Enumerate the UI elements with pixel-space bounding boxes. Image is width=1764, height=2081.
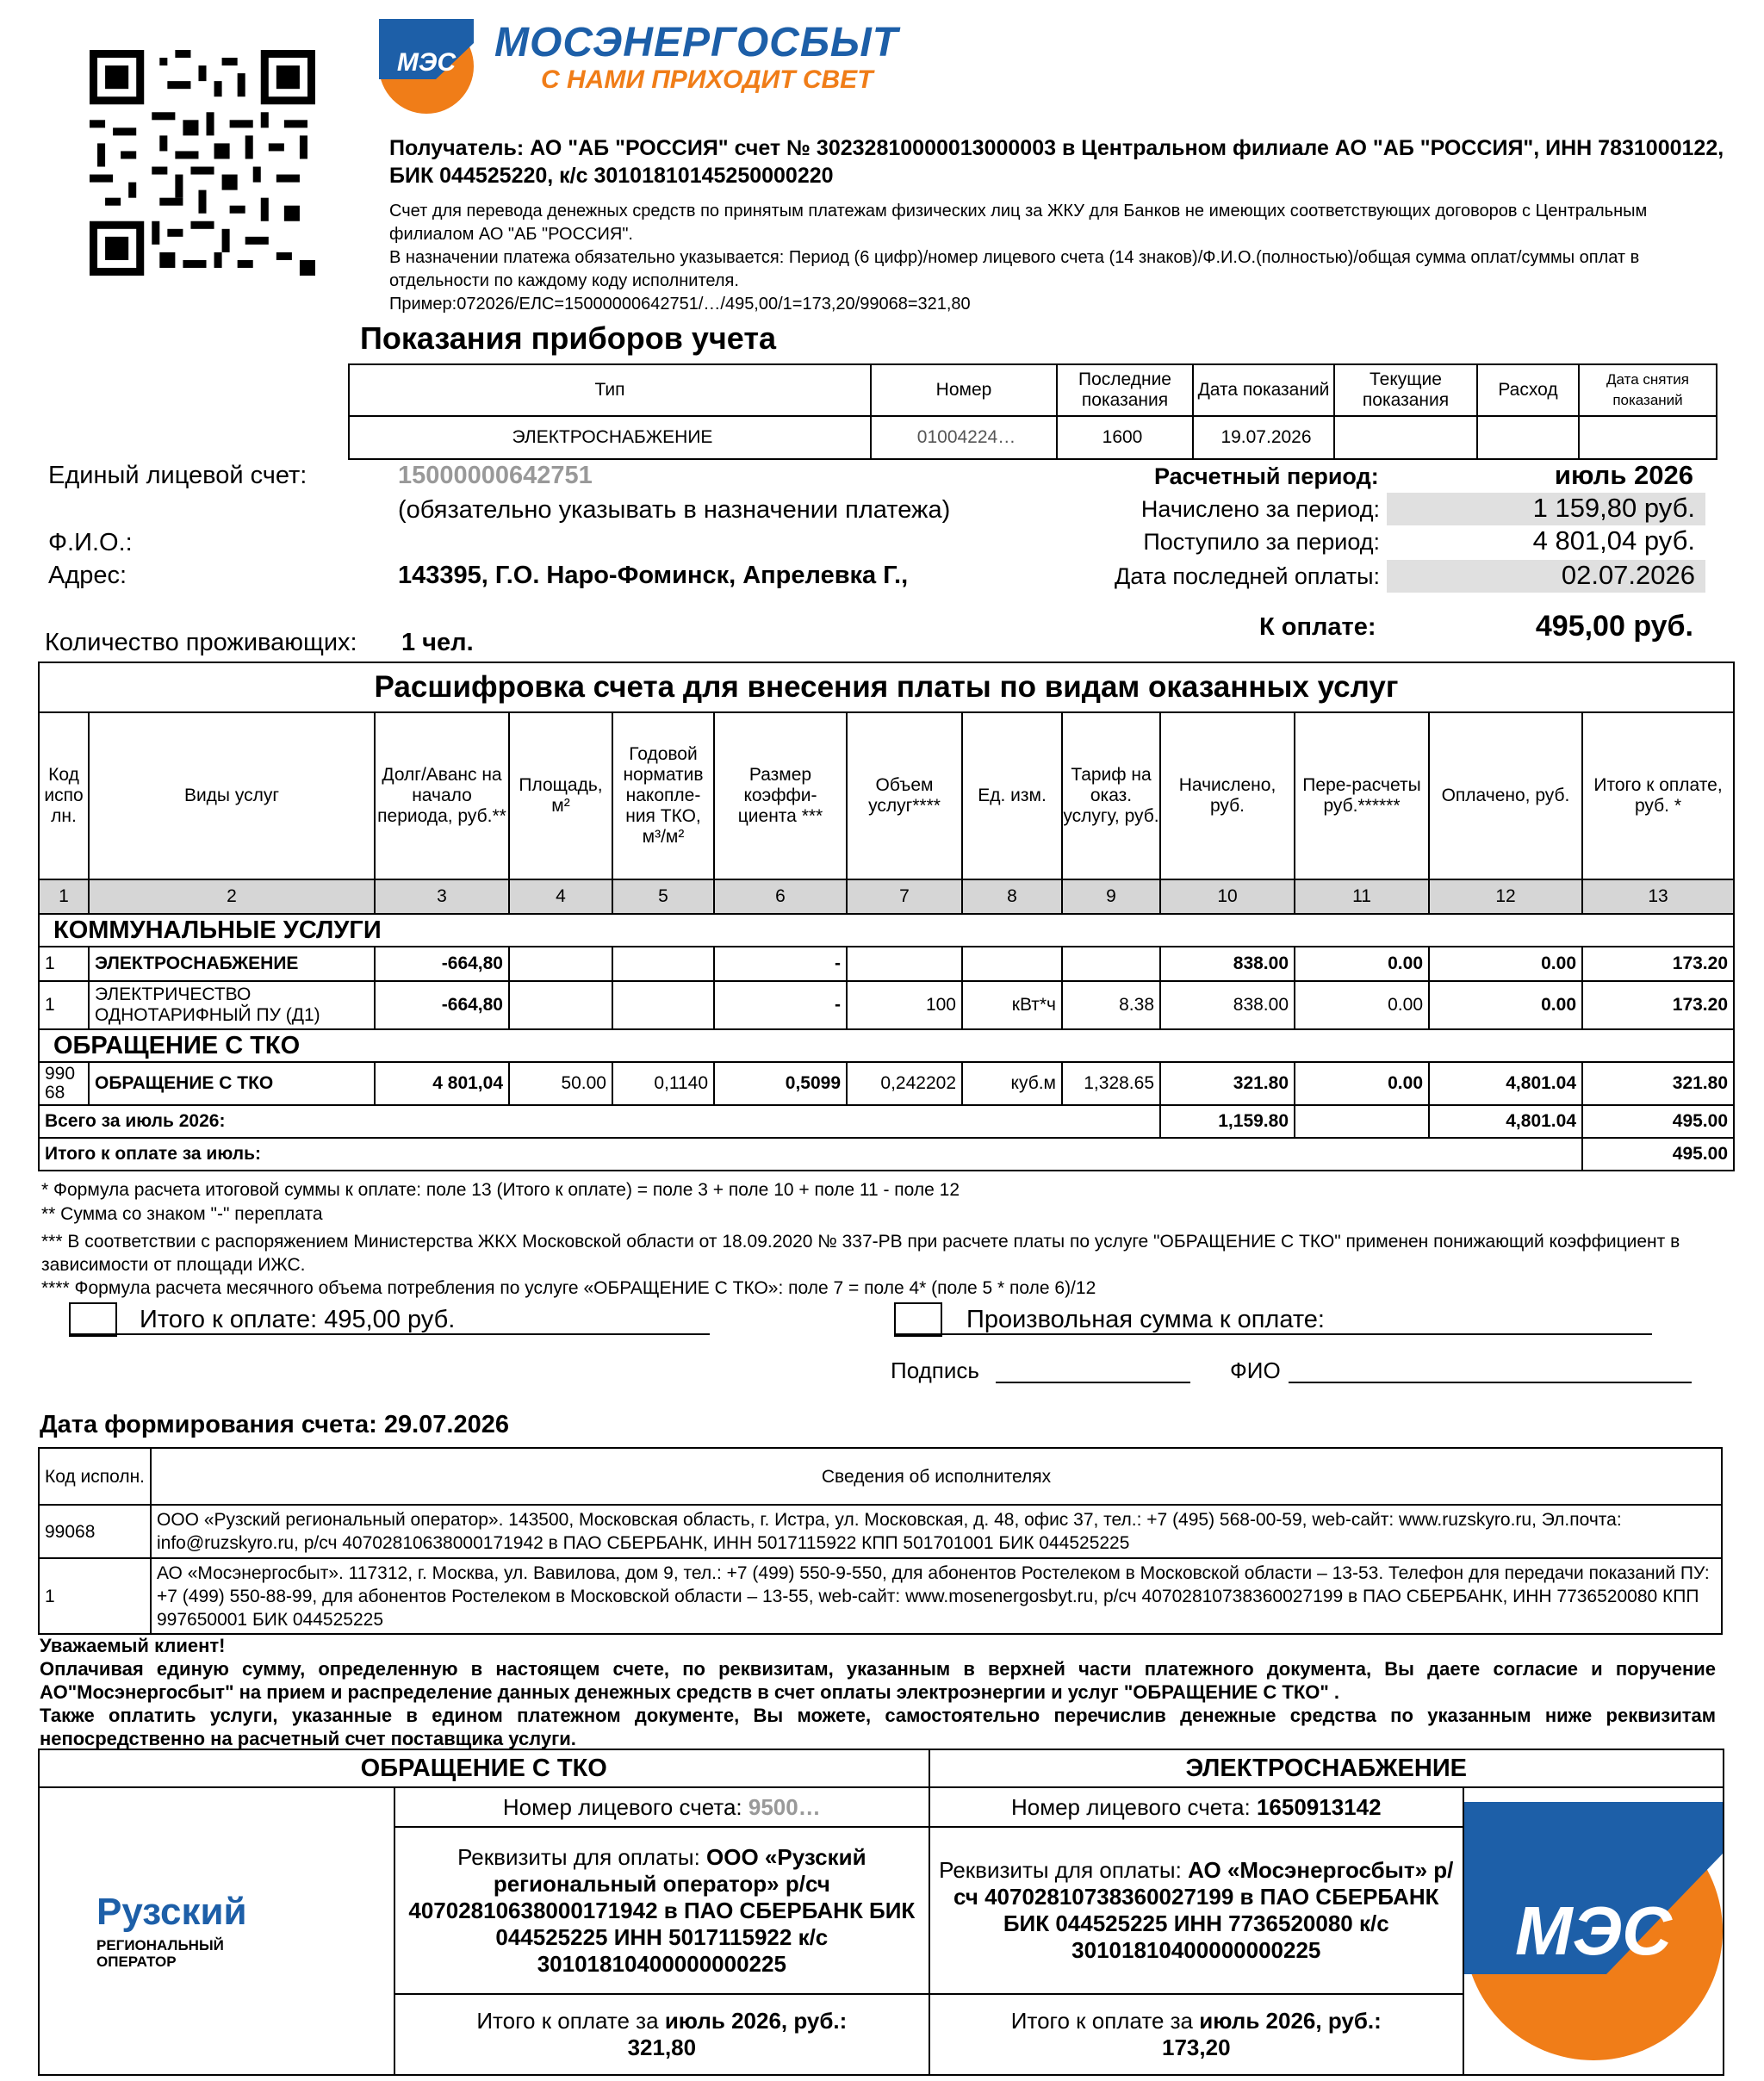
topay-label: К оплате: bbox=[1259, 613, 1376, 641]
period-label: Расчетный период: bbox=[1154, 463, 1379, 489]
account-label: Номер лицевого счета: bbox=[502, 1793, 742, 1820]
last-pay-label: Дата последней оплаты: bbox=[1115, 563, 1380, 589]
col-recalc: Пере-расчеты руб.****** bbox=[1295, 712, 1429, 879]
cell: 100 bbox=[847, 981, 962, 1029]
req-label: Реквизиты для оплаты: bbox=[457, 1843, 700, 1870]
section-tko: ОБРАЩЕНИЕ С ТКО bbox=[39, 1029, 1734, 1062]
account-value: 9500… bbox=[748, 1793, 821, 1820]
custom-option-label: Произвольная сумма к оплате: bbox=[966, 1306, 1325, 1333]
footnote-3: *** В соответствии с распоряжением Министерства ЖКХ Московской области от 18.09.2020 № 337-РВ при расчете платы по услуге "ОБРАЩЕНИЕ С ТКО" применен понижающий коэффициент в зависимости от площади ИЖС. bbox=[41, 1232, 1680, 1275]
col-num: 3 bbox=[375, 879, 509, 914]
grand-label: Итого к оплате за июль: bbox=[39, 1138, 1582, 1171]
fio-sign-label: ФИО bbox=[1230, 1357, 1281, 1383]
table-row bbox=[39, 1505, 1722, 1558]
cell: 4,801.04 bbox=[1429, 1062, 1582, 1105]
cell: 4 801,04 bbox=[375, 1062, 509, 1105]
cell bbox=[509, 947, 612, 981]
meter-col-type: Тип bbox=[349, 364, 871, 416]
req-value: ООО «Рузский региональный оператор» р/сч 40702810638000171942 в ПАО СБЕРБАНК БИК 044525225 ИНН 5017115922 к/с 30101810400000000225 bbox=[408, 1843, 916, 1977]
account-label: Номер лицевого счета: bbox=[1010, 1793, 1251, 1820]
meters-table bbox=[348, 363, 1717, 460]
total-sum: 495.00 bbox=[1582, 1105, 1734, 1138]
req-label: Реквизиты для оплаты: bbox=[939, 1857, 1182, 1883]
cell: 990 68 bbox=[39, 1062, 89, 1105]
account-value: 1650913142 bbox=[1256, 1793, 1382, 1820]
col-num: 7 bbox=[847, 879, 962, 914]
cell: куб.м bbox=[962, 1062, 1062, 1105]
electro-requisites bbox=[929, 1827, 1463, 1994]
meter-current-value[interactable] bbox=[1334, 416, 1477, 459]
cell: 8.38 bbox=[1062, 981, 1160, 1029]
last-pay-value: 02.07.2026 bbox=[1387, 560, 1705, 593]
meter-usage bbox=[1477, 416, 1579, 459]
meter-col-take-date: Дата снятия показаний bbox=[1579, 364, 1717, 416]
cell: 0.00 bbox=[1295, 947, 1429, 981]
footnote-2: ** Сумма со знаком "-" переплата bbox=[41, 1204, 323, 1224]
electro-total bbox=[929, 1994, 1463, 2075]
cell: 1 bbox=[39, 947, 89, 981]
electro-title: ЭЛЕКТРОСНАБЖЕНИЕ bbox=[929, 1749, 1724, 1787]
cell: 173.20 bbox=[1582, 981, 1734, 1029]
cell: 0,5099 bbox=[714, 1062, 847, 1105]
cell bbox=[612, 947, 714, 981]
col-coef: Размер коэффи-циента *** bbox=[714, 712, 847, 879]
col-num: 13 bbox=[1582, 879, 1734, 914]
exec-col-info: Сведения об исполнителях bbox=[151, 1448, 1722, 1505]
brand-slogan: С НАМИ ПРИХОДИТ СВЕТ bbox=[541, 65, 873, 94]
mes-logo-big bbox=[1463, 1787, 1724, 2075]
col-code: Код испо лн. bbox=[39, 712, 89, 879]
grand-sum: 495.00 bbox=[1582, 1138, 1734, 1171]
meter-col-number: Номер bbox=[871, 364, 1057, 416]
col-num: 12 bbox=[1429, 879, 1582, 914]
signature-label: Подпись bbox=[891, 1357, 979, 1383]
meter-col-last: Последние показания bbox=[1057, 364, 1193, 416]
col-unit: Ед. изм. bbox=[962, 712, 1062, 879]
ruz-logo-sub1: РЕГИОНАЛЬНЫЙ bbox=[96, 1937, 224, 1954]
received-value: 4 801,04 руб. bbox=[1532, 525, 1695, 556]
cell: 321.80 bbox=[1582, 1062, 1734, 1105]
exec-info: ООО «Рузский региональный оператор». 143500, Московская область, г. Истра, ул. Московская, д. 48, офис 37, тел.: +7 (495) 568-00-59, web-сайт: www.ruzskyro.ru, Эл.почта: info@ruzskyro.ru, р/сч 40702810638000171942 в ПАО СБЕРБАНК, ИНН 5017115922 КПП 501701001 БИК 044525225 bbox=[151, 1505, 1722, 1558]
tko-account bbox=[394, 1787, 929, 1827]
cell: 321.80 bbox=[1160, 1062, 1295, 1105]
received-label: Поступило за период: bbox=[1143, 529, 1380, 555]
signature-field[interactable] bbox=[996, 1382, 1190, 1383]
cell bbox=[612, 981, 714, 1029]
payment-details-table bbox=[38, 1749, 1724, 2076]
note-example: Пример:072026/ЕЛС=15000000642751/…/495,00/1=173,20/99068=321,80 bbox=[389, 295, 971, 314]
ruz-logo-name: Рузский bbox=[96, 1891, 247, 1933]
logo-text: МЭС bbox=[396, 48, 457, 77]
meter-col-usage: Расход bbox=[1477, 364, 1579, 416]
mes-logo bbox=[379, 19, 474, 114]
qr-code-icon bbox=[90, 50, 315, 276]
els-note: (обязательно указывать в назначении платежа) bbox=[398, 496, 951, 524]
note-banks: Счет для перевода денежных средств по принятым платежам физических лиц за ЖКУ для Банков не имеющих соответствующих договоров с Центральным филиалом АО "АБ "РОССИЯ". bbox=[389, 202, 1648, 244]
col-num: 10 bbox=[1160, 879, 1295, 914]
cell: ЭЛЕКТРОСНАБЖЕНИЕ bbox=[89, 947, 375, 981]
cell: - bbox=[714, 981, 847, 1029]
mes-logo-text: МЭС bbox=[1515, 1892, 1672, 1969]
total-paid: 4,801.04 bbox=[1429, 1105, 1582, 1138]
col-num: 4 bbox=[509, 879, 612, 914]
col-charged: Начислено, руб. bbox=[1160, 712, 1295, 879]
total-charged: 1,159.80 bbox=[1160, 1105, 1295, 1138]
total-value: 321,80 bbox=[627, 2034, 697, 2060]
req-value: АО «Мосэнергосбыт» р/сч 40702810738360027199 в ПАО СБЕРБАНК БИК 044525225 ИНН 7736520080 к/с 30101810400000000225 bbox=[953, 1857, 1454, 1963]
col-num: 8 bbox=[962, 879, 1062, 914]
custom-checkbox[interactable] bbox=[894, 1302, 942, 1337]
cell: 838.00 bbox=[1160, 947, 1295, 981]
electro-account bbox=[929, 1787, 1463, 1827]
cell: 50.00 bbox=[509, 1062, 612, 1105]
meter-type: ЭЛЕКТРОСНАБЖЕНИЕ bbox=[349, 416, 871, 459]
col-norm: Годовой норматив накопле-ния ТКО, м³/м² bbox=[612, 712, 714, 879]
message-greeting: Уважаемый клиент! bbox=[40, 1635, 226, 1656]
cell: 0,1140 bbox=[612, 1062, 714, 1105]
recipient-details: Получатель: АО "АБ "РОССИЯ" счет № 30232810000013000003 в Центральном филиале АО "АБ "РОССИЯ", ИНН 7831000122, БИК 044525220, к/с 30101810145250000220 bbox=[389, 136, 1724, 188]
formation-date: Дата формирования счета: 29.07.2026 bbox=[40, 1411, 509, 1438]
cell: -664,80 bbox=[375, 981, 509, 1029]
ruz-logo-sub2: ОПЕРАТОР bbox=[96, 1954, 177, 1970]
cell: 0.00 bbox=[1295, 1062, 1429, 1105]
cell: 0.00 bbox=[1429, 947, 1582, 981]
section-communal: КОММУНАЛЬНЫЕ УСЛУГИ bbox=[39, 914, 1734, 947]
cell bbox=[962, 947, 1062, 981]
cell: 0.00 bbox=[1429, 981, 1582, 1029]
footnote-4: **** Формула расчета месячного объема потребления по услуге «ОБРАЩЕНИЕ С ТКО»: поле 7 = поле 4* (поле 5 * поле 6)/12 bbox=[41, 1278, 1096, 1298]
meter-col-date: Дата показаний bbox=[1193, 364, 1334, 416]
total-label: Всего за июль 2026: bbox=[39, 1105, 1160, 1138]
col-num: 6 bbox=[714, 879, 847, 914]
total-checkbox[interactable] bbox=[69, 1302, 117, 1337]
col-num: 5 bbox=[612, 879, 714, 914]
fio-label: Ф.И.О.: bbox=[48, 529, 133, 556]
total-period: июль 2026, руб.: bbox=[664, 2008, 848, 2034]
cell: кВт*ч bbox=[962, 981, 1062, 1029]
cell: -664,80 bbox=[375, 947, 509, 981]
brand-name: МОСЭНЕРГОСБЫТ bbox=[494, 20, 899, 65]
cell bbox=[509, 981, 612, 1029]
meter-number: 01004224… bbox=[871, 416, 1057, 459]
total-value: 173,20 bbox=[1162, 2034, 1231, 2060]
executors-table bbox=[38, 1447, 1723, 1635]
meter-take-date[interactable] bbox=[1579, 416, 1717, 459]
total-option-label: Итого к оплате: 495,00 руб. bbox=[140, 1306, 456, 1333]
period-value: июль 2026 bbox=[1554, 460, 1693, 490]
els-value: 15000000642751 bbox=[398, 462, 593, 489]
breakdown-table bbox=[38, 662, 1735, 1171]
meters-title: Показания приборов учета bbox=[360, 320, 776, 356]
col-volume: Объем услуг**** bbox=[847, 712, 962, 879]
meter-col-current: Текущие показания bbox=[1334, 364, 1477, 416]
col-debt: Долг/Аванс на начало периода, руб.** bbox=[375, 712, 509, 879]
cell: 1,328.65 bbox=[1062, 1062, 1160, 1105]
col-paid: Оплачено, руб. bbox=[1429, 712, 1582, 879]
exec-col-code: Код исполн. bbox=[39, 1448, 151, 1505]
address-label: Адрес: bbox=[48, 562, 127, 589]
exec-code: 99068 bbox=[39, 1505, 151, 1558]
footnote-1: * Формула расчета итоговой суммы к оплате: поле 13 (Итого к оплате) = поле 3 + поле 10 + поле 11 - поле 12 bbox=[41, 1180, 960, 1200]
cell: 0,242202 bbox=[847, 1062, 962, 1105]
table-row bbox=[39, 981, 1734, 1029]
table-row bbox=[39, 1062, 1734, 1105]
exec-code: 1 bbox=[39, 1558, 151, 1634]
cell: 1 bbox=[39, 981, 89, 1029]
tko-total bbox=[394, 1994, 929, 2075]
col-tariff: Тариф на оказ. услугу, руб. bbox=[1062, 712, 1160, 879]
ruz-logo bbox=[39, 1787, 394, 2075]
total-period: июль 2026, руб.: bbox=[1199, 2008, 1382, 2034]
col-area: Площадь, м² bbox=[509, 712, 612, 879]
cell bbox=[847, 947, 962, 981]
exec-info: АО «Мосэнергосбыт». 117312, г. Москва, ул. Вавилова, дом 9, тел.: +7 (499) 550-9-550, для абонентов Ростелеком в Московской области – 13-53. Телефон для передачи показаний ПУ: +7 (499) 550-88-99, для абонентов Ростелеком в Московской области – 13-55, web-сайт: www.mosenergosbyt.ru, р/сч 40702810738360027199 в ПАО СБЕРБАНК, ИНН 7736520080 КПП 997650001 БИК 044525225 bbox=[151, 1558, 1722, 1634]
message-p2: Также оплатить услуги, указанные в едином платежном документе, Вы можете, самостоятельно перечислив денежные средства по указанным ниже реквизитам непосредственно на расчетный счет поставщика услуги. bbox=[40, 1705, 1716, 1749]
charged-value: 1 159,80 руб. bbox=[1387, 493, 1705, 525]
topay-value: 495,00 руб. bbox=[1535, 610, 1693, 643]
meter-date: 19.07.2026 bbox=[1193, 416, 1334, 459]
charged-label: Начислено за период: bbox=[1140, 496, 1380, 522]
meter-last-value: 1600 bbox=[1057, 416, 1193, 459]
col-num: 2 bbox=[89, 879, 375, 914]
cell: ЭЛЕКТРИЧЕСТВО ОДНОТАРИФНЫЙ ПУ (Д1) bbox=[89, 981, 375, 1029]
message-p1: Оплачивая единую сумму, определенную в настоящем счете, по реквизитам, указанным в верхней части платежного документа, Вы даете согласие и поручение АО"Мосэнергосбыт" на прием и распределение данных денежных средств в счет оплаты электроэнергии и услуг "ОБРАЩЕНИЕ С ТКО" . bbox=[40, 1658, 1716, 1703]
breakdown-title: Расшифровка счета для внесения платы по видам оказанных услуг bbox=[39, 662, 1734, 712]
residents-label: Количество проживающих: bbox=[45, 629, 357, 656]
total-label: Итого к оплате за bbox=[1010, 2008, 1194, 2034]
cell: 0.00 bbox=[1295, 981, 1429, 1029]
cell: ОБРАЩЕНИЕ С ТКО bbox=[89, 1062, 375, 1105]
cell bbox=[1062, 947, 1160, 981]
tko-title: ОБРАЩЕНИЕ С ТКО bbox=[39, 1749, 929, 1787]
client-message bbox=[40, 1634, 1716, 1750]
table-row bbox=[39, 947, 1734, 981]
tko-requisites bbox=[394, 1827, 929, 1994]
custom-amount-field[interactable] bbox=[894, 1333, 1652, 1335]
address-value: 143395, Г.О. Наро-Фоминск, Апрелевка Г., bbox=[398, 562, 909, 589]
col-total: Итого к оплате, руб. * bbox=[1582, 712, 1734, 879]
total-label: Итого к оплате за bbox=[476, 2008, 659, 2034]
col-num: 9 bbox=[1062, 879, 1160, 914]
table-row bbox=[39, 1558, 1722, 1634]
els-label: Единый лицевой счет: bbox=[48, 462, 307, 489]
residents-value: 1 чел. bbox=[401, 629, 474, 656]
cell: 173.20 bbox=[1582, 947, 1734, 981]
fio-sign-field[interactable] bbox=[1289, 1382, 1692, 1383]
cell: - bbox=[714, 947, 847, 981]
col-num: 1 bbox=[39, 879, 89, 914]
col-service: Виды услуг bbox=[89, 712, 375, 879]
total-option-line bbox=[69, 1333, 710, 1335]
cell: 838.00 bbox=[1160, 981, 1295, 1029]
note-purpose: В назначении платежа обязательно указывается: Период (6 цифр)/номер лицевого счета (14 знаков)/Ф.И.О.(полностью)/общая сумма оплат/суммы оплат в отдельности по каждому коду исполнителя. bbox=[389, 248, 1640, 290]
col-num: 11 bbox=[1295, 879, 1429, 914]
